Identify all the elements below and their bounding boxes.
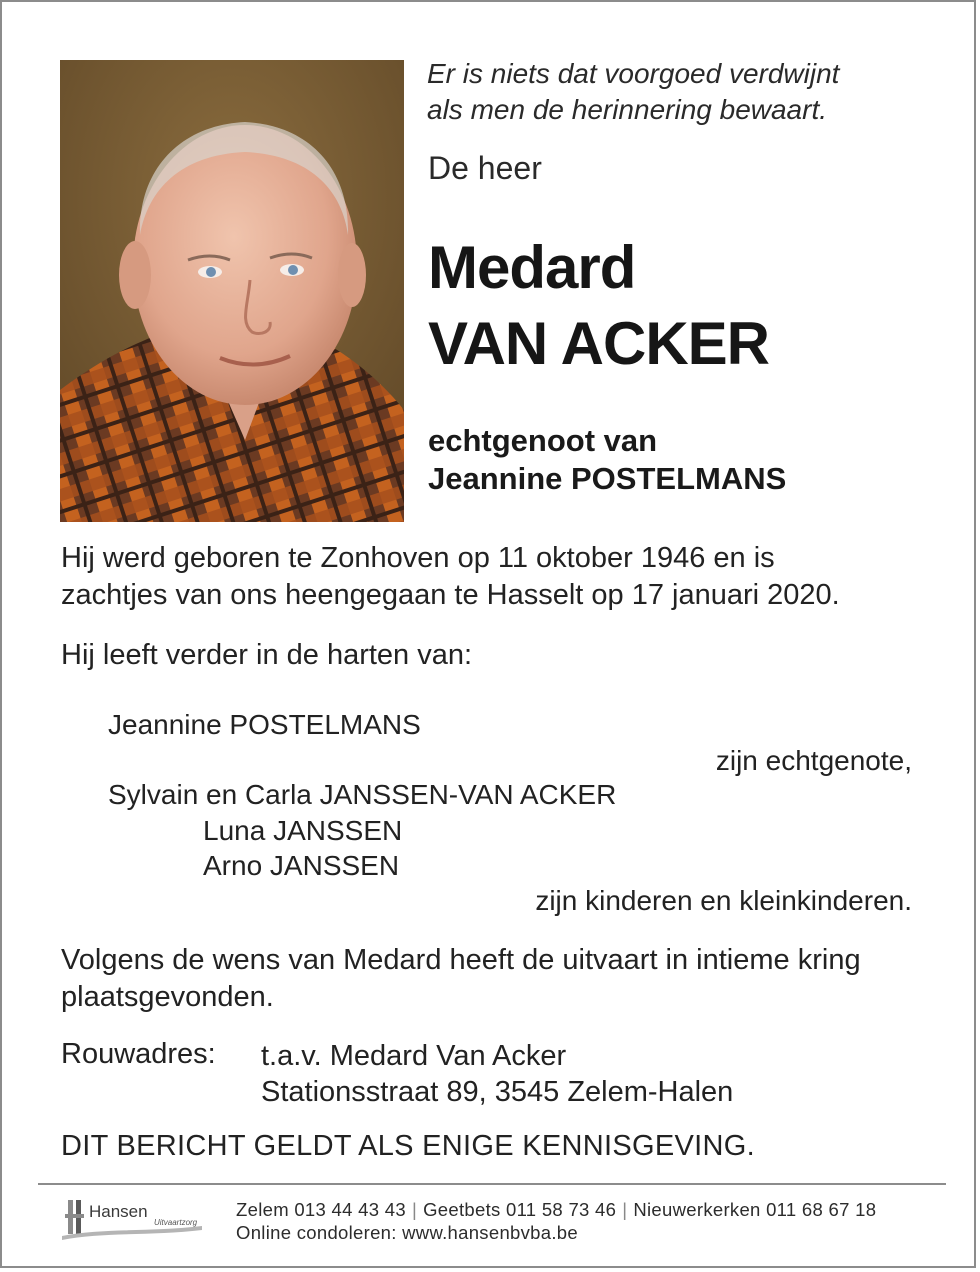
- survivor-spouse-role: zijn echtgenote,: [715, 745, 912, 776]
- quote-line: als men de herinnering bewaart.: [427, 94, 828, 125]
- survivor-spouse: Jeannine POSTELMANS: [108, 709, 421, 740]
- funeral-home-logo: [62, 1196, 202, 1246]
- logo-subtitle: Uitvaartzorg: [154, 1218, 198, 1227]
- online-condolences: Online condoleren: www.hansenbvba.be: [236, 1222, 578, 1243]
- first-name: Medard: [428, 234, 636, 301]
- honorific: De heer: [428, 150, 542, 186]
- contact-nieuwerkerken: Nieuwerkerken 011 68 67 18: [633, 1199, 877, 1220]
- portrait-photo: [60, 60, 404, 522]
- funeral-wish: Volgens de wens van Medard heeft de uitvaart in intieme kring: [61, 944, 861, 976]
- contact-geetbets: Geetbets 011 58 73 46: [423, 1199, 617, 1220]
- birth-line: Hij werd geboren te Zonhoven op 11 oktober 1946 en is: [61, 542, 775, 574]
- spouse-relation: echtgenoot van: [428, 423, 658, 458]
- separator: |: [622, 1199, 628, 1220]
- portrait-illustration: [60, 60, 404, 522]
- address-label: Rouwadres:: [61, 1038, 216, 1070]
- spouse-info: [428, 422, 786, 498]
- deceased-name: [428, 230, 769, 382]
- separator: |: [411, 1199, 418, 1220]
- survivor-children-role: zijn kinderen en kleinkinderen.: [535, 885, 912, 916]
- survivor-grandchild: Luna JANSSEN: [203, 815, 403, 846]
- mourning-address: [261, 1038, 733, 1110]
- quote-line: Er is niets dat voorgoed verdwijnt: [427, 58, 840, 89]
- contact-zelem: Zelem 013 44 43 43: [236, 1199, 406, 1220]
- logo-name: Hansen: [89, 1202, 148, 1221]
- death-line: zachtjes van ons heengegaan te Hasselt op 17 januari 2020.: [61, 579, 840, 611]
- footer-divider: [38, 1183, 946, 1185]
- address-line: Stationsstraat 89, 3545 Zelem-Halen: [261, 1076, 734, 1108]
- memorial-quote: [427, 56, 947, 128]
- footer-contacts: [236, 1198, 876, 1244]
- notice-statement: DIT BERICHT GELDT ALS ENIGE KENNISGEVING.: [61, 1130, 755, 1162]
- survivor-children: Sylvain en Carla JANSSEN-VAN ACKER: [108, 779, 617, 810]
- survivor-grandchild: Arno JANSSEN: [203, 850, 400, 881]
- spouse-name: Jeannine POSTELMANS: [428, 461, 787, 496]
- funeral-wish: plaatsgevonden.: [61, 981, 274, 1013]
- last-name: VAN ACKER: [428, 310, 770, 377]
- address-line: t.a.v. Medard Van Acker: [261, 1040, 567, 1072]
- survived-intro: Hij leeft verder in de harten van:: [61, 639, 473, 671]
